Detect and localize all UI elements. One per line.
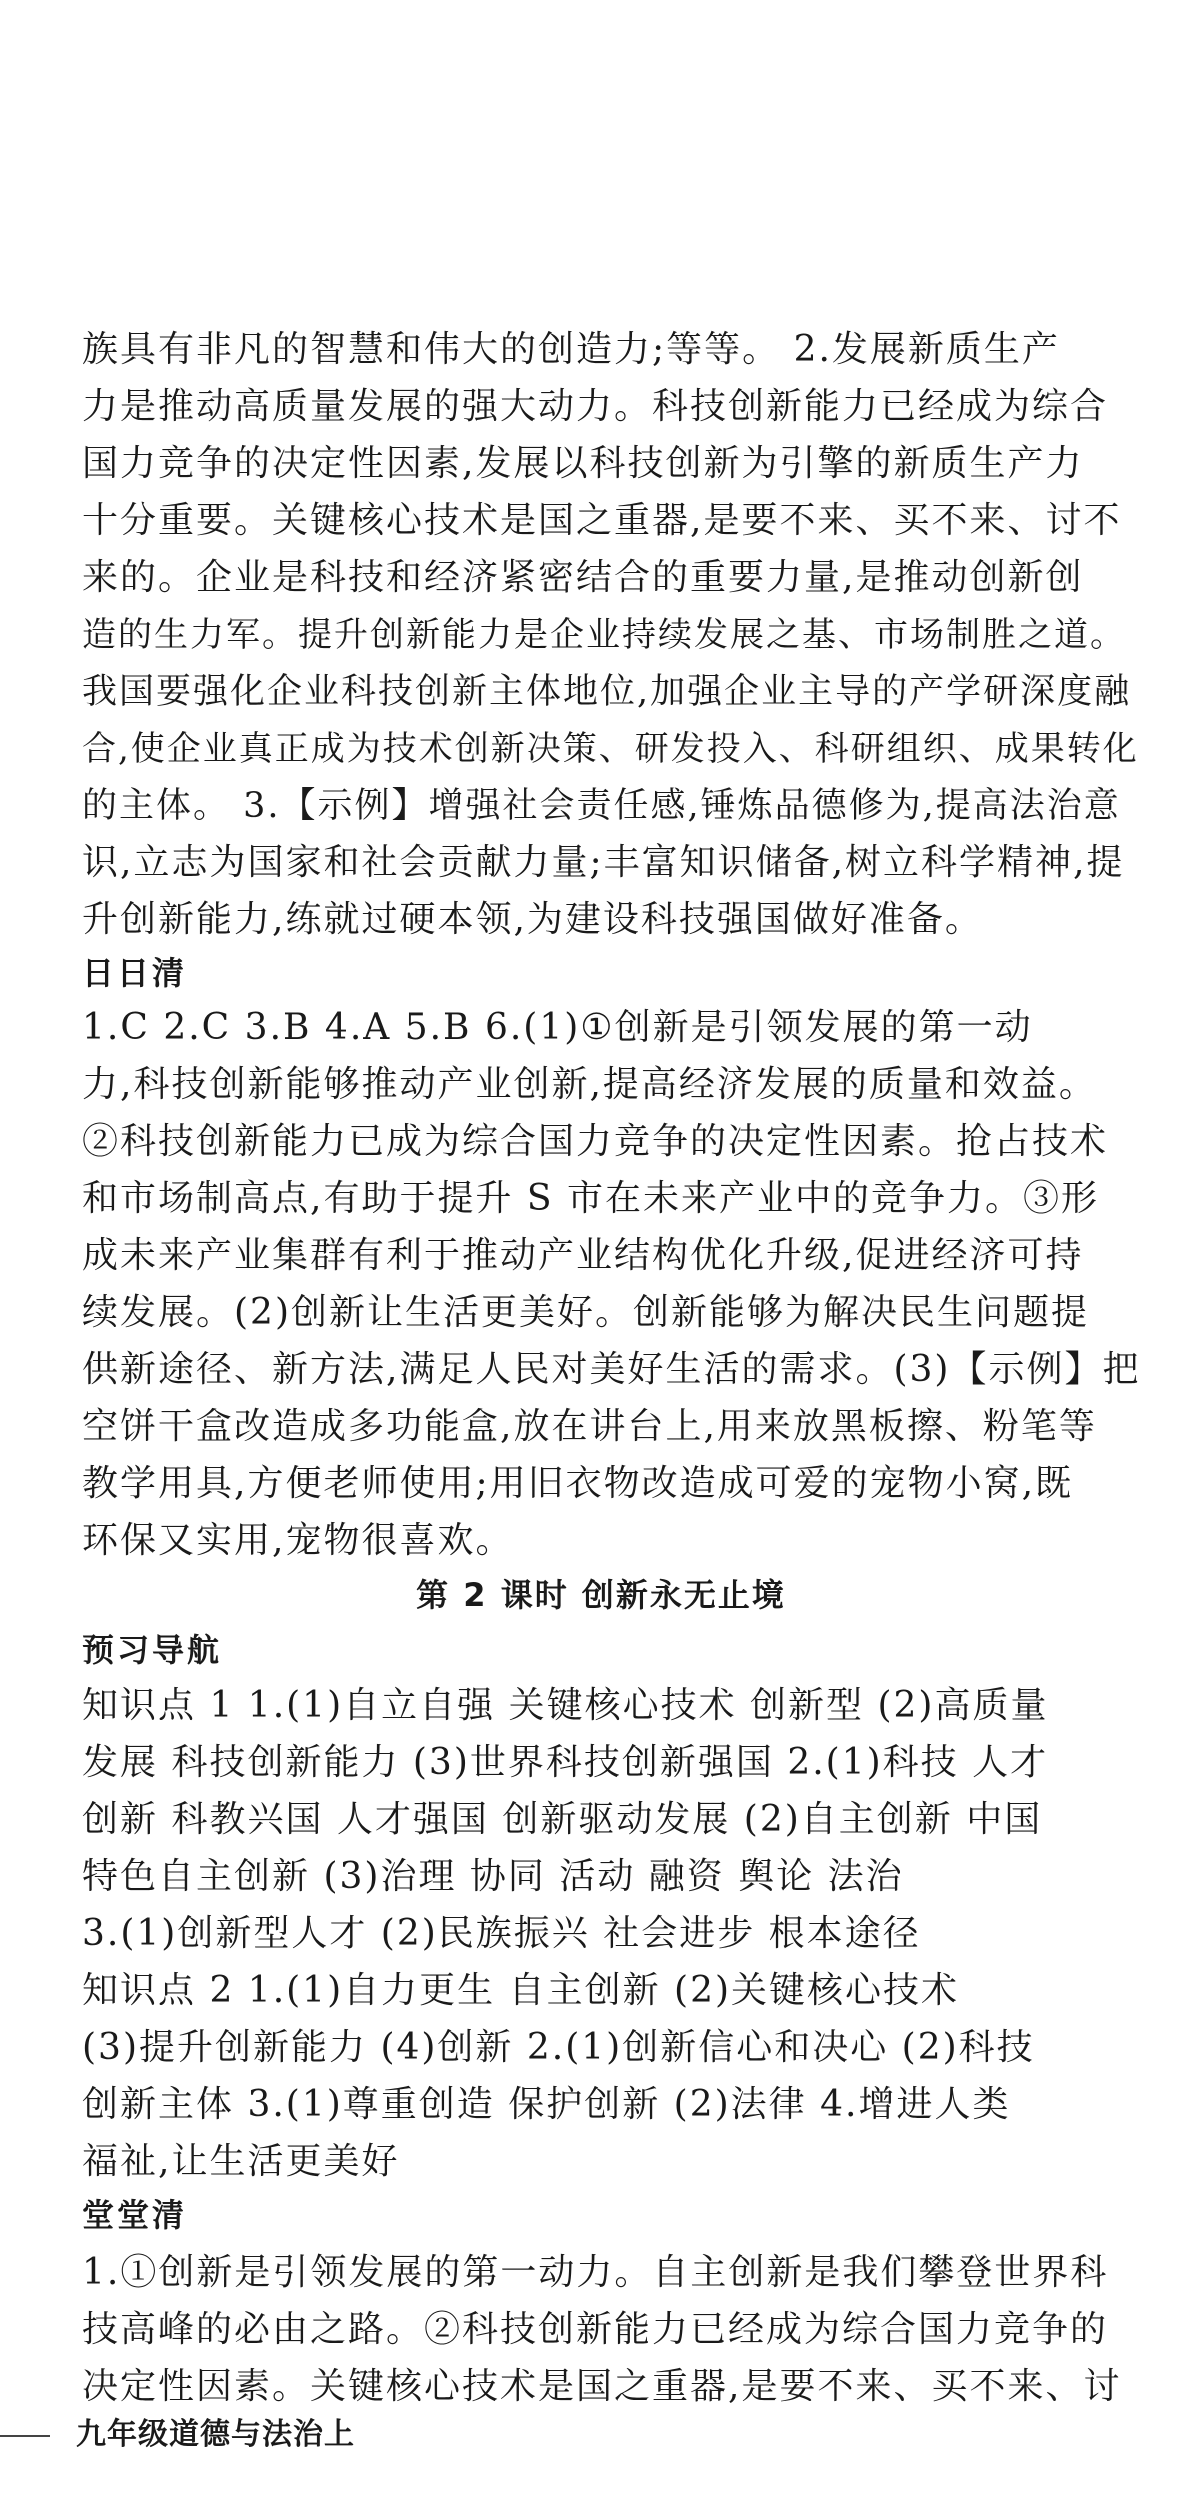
text-line: 升创新能力,练就过硬本领,为建设科技强国做好准备。 — [82, 899, 983, 940]
text-line: 识,立志为国家和社会贡献力量;丰富知识储备,树立科学精神,提 — [82, 842, 1125, 883]
text-line: 福祉,让生活更美好 — [82, 2141, 400, 2182]
section-heading-yuxi: 预习导航 — [82, 1631, 223, 1669]
text-line: 教学用具,方便老师使用;用旧衣物改造成可爱的宠物小窝,既 — [82, 1463, 1074, 1504]
text-line: 创新 科教兴国 人才强国 创新驱动发展 (2)自主创新 中国 — [82, 1799, 1043, 1840]
text-line: (3)提升创新能力 (4)创新 2.(1)创新信心和决心 (2)科技 — [82, 2027, 1035, 2068]
text-line: 的主体。 3.【示例】增强社会责任感,锤炼品德修为,提高法治意 — [82, 786, 1121, 826]
text-line: 发展 科技创新能力 (3)世界科技创新强国 2.(1)科技 人才 — [82, 1742, 1049, 1783]
text-line: 我国要强化企业科技创新主体地位,加强企业主导的产学研深度融 — [82, 672, 1132, 712]
text-line: 1.C 2.C 3.B 4.A 5.B 6.(1)①创新是引领发展的第一动 — [82, 1007, 1033, 1048]
text-line: 来的。企业是科技和经济紧密结合的重要力量,是推动创新创 — [82, 557, 1084, 598]
text-line: 1.①创新是引领发展的第一动力。自主创新是我们攀登世界科 — [82, 2252, 1109, 2293]
text-line: 3.(1)创新型人才 (2)民族振兴 社会进步 根本途径 — [82, 1913, 921, 1954]
text-line: 力,科技创新能够推动产业创新,提高经济发展的质量和效益。 — [82, 1064, 1097, 1105]
text-line: 合,使企业真正成为技术创新决策、研发投入、科研组织、成果转化 — [82, 729, 1139, 769]
text-line: 十分重要。关键核心技术是国之重器,是要不来、买不来、讨不 — [82, 500, 1122, 541]
text-line: 族具有非凡的智慧和伟大的创造力;等等。 2.发展新质生产 — [82, 329, 1060, 370]
section-heading-tangtang: 堂堂清 — [82, 2196, 188, 2234]
text-line: 特色自主创新 (3)治理 协同 活动 融资 舆论 法治 — [82, 1856, 904, 1897]
text-line: 空饼干盒改造成多功能盒,放在讲台上,用来放黑板擦、粉笔等 — [82, 1406, 1097, 1447]
text-line: 供新途径、新方法,满足人民对美好生活的需求。(3)【示例】把 — [82, 1349, 1141, 1390]
text-line: ②科技创新能力已成为综合国力竞争的决定性因素。抢占技术 — [82, 1121, 1109, 1162]
text-line: 决定性因素。关键核心技术是国之重器,是要不来、买不来、讨 — [82, 2366, 1122, 2407]
text-line: 技高峰的必由之路。②科技创新能力已经成为综合国力竞争的 — [82, 2309, 1109, 2350]
text-line: 续发展。(2)创新让生活更美好。创新能够为解决民生问题提 — [82, 1292, 1089, 1333]
lesson-title: 第 2 课时 创新永无止境 — [416, 1576, 786, 1614]
text-line: 力是推动高质量发展的强大动力。科技创新能力已经成为综合 — [82, 386, 1109, 427]
text-line: 环保又实用,宠物很喜欢。 — [82, 1520, 514, 1561]
footer-book-title: 九年级道德与法治上 — [76, 2417, 355, 2452]
text-line: 创新主体 3.(1)尊重创造 保护创新 (2)法律 4.增进人类 — [82, 2084, 1011, 2125]
text-line: 造的生力军。提升创新能力是企业持续发展之基、市场制胜之道。 — [82, 615, 1126, 655]
text-line: 知识点 2 1.(1)自力更生 自主创新 (2)关键核心技术 — [82, 1970, 960, 2011]
footer-divider — [0, 2435, 50, 2437]
section-heading-rirqing: 日日清 — [82, 954, 188, 992]
text-line: 和市场制高点,有助于提升 S 市在未来产业中的竞争力。③形 — [82, 1178, 1099, 1219]
text-line: 知识点 1 1.(1)自立自强 关键核心技术 创新型 (2)高质量 — [82, 1685, 1049, 1726]
text-line: 国力竞争的决定性因素,发展以科技创新为引擎的新质生产力 — [82, 443, 1084, 484]
text-line: 成未来产业集群有利于推动产业结构优化升级,促进经济可持 — [82, 1235, 1084, 1276]
